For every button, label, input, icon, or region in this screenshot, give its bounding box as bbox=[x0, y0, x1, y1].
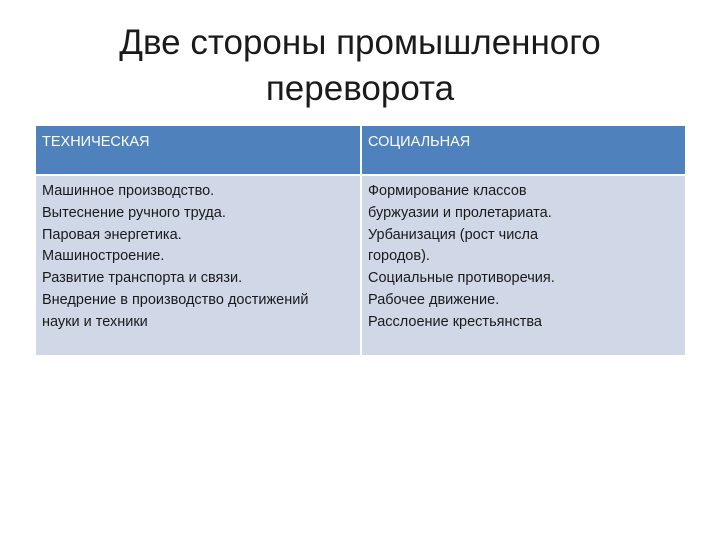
table-row bbox=[36, 175, 685, 355]
technical-line: науки и техники bbox=[42, 313, 148, 330]
social-line: Формирование классов bbox=[368, 183, 527, 199]
comparison-table-container bbox=[36, 126, 685, 356]
social-line: Расслоение крестьянства bbox=[368, 313, 542, 330]
slide-title bbox=[40, 20, 680, 112]
social-cell bbox=[361, 175, 685, 355]
social-line: Социальные противоречия. bbox=[368, 270, 555, 287]
social-line: Урбанизация (рост числа bbox=[368, 226, 539, 243]
title-line-2: переворота bbox=[265, 69, 455, 108]
technical-line: Внедрение в производство достижений bbox=[42, 291, 309, 308]
technical-cell bbox=[36, 175, 361, 355]
header-technical: ТЕХНИЧЕСКАЯ bbox=[36, 126, 361, 175]
social-line: Рабочее движение. bbox=[368, 291, 500, 308]
header-social: СОЦИАЛЬНАЯ bbox=[361, 126, 685, 175]
table-header-row bbox=[36, 126, 685, 175]
title-line-1: Две стороны промышленного bbox=[119, 23, 601, 62]
social-line: буржуазии и пролетариата. bbox=[368, 204, 552, 221]
technical-line: Машиностроение. bbox=[42, 248, 165, 265]
comparison-table bbox=[36, 126, 685, 355]
technical-line: Машинное производство. bbox=[42, 183, 215, 199]
technical-line: Развитие транспорта и связи. bbox=[42, 270, 243, 287]
social-line: городов). bbox=[368, 248, 430, 265]
technical-line: Паровая энергетика. bbox=[42, 226, 182, 243]
technical-line: Вытеснение ручного труда. bbox=[42, 204, 226, 221]
